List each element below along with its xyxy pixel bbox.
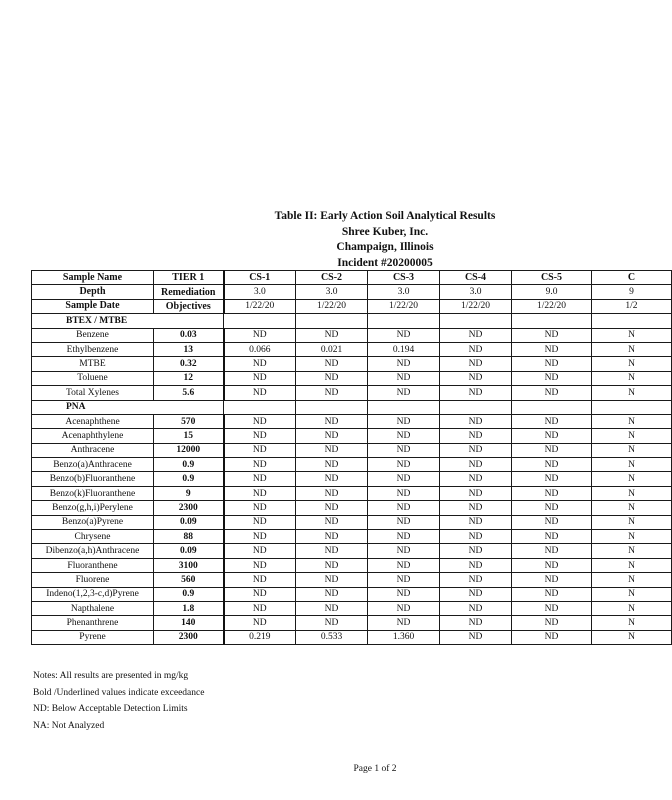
result-cell: ND — [224, 371, 296, 385]
result-cell: ND — [296, 429, 368, 443]
result-cell: N — [592, 371, 672, 385]
table-title-block — [230, 209, 540, 271]
result-cell: ND — [368, 515, 440, 529]
result-cell: ND — [296, 587, 368, 601]
sample-header-cell: CS-1 — [224, 271, 296, 285]
result-cell: ND — [512, 342, 592, 356]
page-number: Page 1 of 2 — [353, 764, 397, 774]
empty-cell — [368, 314, 440, 328]
header-label: Sample Date — [32, 299, 154, 313]
result-cell: ND — [368, 458, 440, 472]
result-cell: ND — [512, 573, 592, 587]
sample-header-cell: CS-2 — [296, 271, 368, 285]
result-cell: ND — [368, 357, 440, 371]
result-cell: 0.194 — [368, 342, 440, 356]
table-row — [32, 458, 672, 472]
table-title: Table II: Early Action Soil Analytical Results — [274, 210, 496, 222]
result-cell: ND — [296, 357, 368, 371]
result-cell: N — [592, 515, 672, 529]
table-row — [32, 328, 672, 342]
result-cell: ND — [224, 558, 296, 572]
analyte-name: Acenaphthene — [32, 414, 154, 428]
result-cell: ND — [368, 530, 440, 544]
result-cell: ND — [440, 458, 512, 472]
result-cell: ND — [224, 472, 296, 486]
analyte-name: Toluene — [32, 371, 154, 385]
result-cell: ND — [512, 386, 592, 400]
empty-cell — [224, 400, 296, 414]
analyte-name: Benzo(a)Anthracene — [32, 458, 154, 472]
result-cell: ND — [512, 328, 592, 342]
result-cell: ND — [440, 342, 512, 356]
result-cell: N — [592, 501, 672, 515]
result-cell: ND — [224, 501, 296, 515]
result-cell: ND — [440, 530, 512, 544]
company-name: Shree Kuber, Inc. — [341, 225, 429, 238]
table-row — [32, 414, 672, 428]
table-row — [32, 501, 672, 515]
results-table-container — [31, 270, 638, 650]
result-cell: ND — [368, 472, 440, 486]
analyte-name: Acenaphthylene — [32, 429, 154, 443]
section-row — [32, 314, 672, 328]
result-cell: ND — [368, 501, 440, 515]
result-cell: ND — [296, 386, 368, 400]
table-row — [32, 486, 672, 500]
tier-value: 1.8 — [154, 601, 224, 615]
result-cell: ND — [224, 515, 296, 529]
empty-cell — [368, 400, 440, 414]
empty-cell — [592, 314, 672, 328]
sample-header-cell: 3.0 — [224, 285, 296, 299]
analyte-name: Pyrene — [32, 630, 154, 644]
result-cell: 1.360 — [368, 630, 440, 644]
note-na: NA: Not Analyzed — [33, 720, 105, 731]
result-cell: ND — [440, 601, 512, 615]
sample-header-cell: 3.0 — [440, 285, 512, 299]
result-cell: ND — [296, 558, 368, 572]
result-cell: ND — [440, 371, 512, 385]
tier-value: 88 — [154, 530, 224, 544]
result-cell: N — [592, 414, 672, 428]
result-cell: ND — [368, 371, 440, 385]
tier-value: 0.09 — [154, 544, 224, 558]
result-cell: N — [592, 472, 672, 486]
empty-cell — [440, 314, 512, 328]
sample-header-cell: 3.0 — [296, 285, 368, 299]
incident-number: Incident #20200005 — [337, 256, 433, 269]
analyte-name: Benzo(a)Pyrene — [32, 515, 154, 529]
result-cell: N — [592, 486, 672, 500]
analyte-name: Fluoranthene — [32, 558, 154, 572]
tier-value: 12 — [154, 371, 224, 385]
result-cell: N — [592, 616, 672, 630]
results-table — [31, 270, 672, 645]
result-cell: ND — [368, 558, 440, 572]
result-cell: N — [592, 630, 672, 644]
result-cell: N — [592, 601, 672, 615]
result-cell: ND — [296, 573, 368, 587]
analyte-name: Benzo(g,h,i)Perylene — [32, 501, 154, 515]
result-cell: ND — [440, 515, 512, 529]
result-cell: ND — [224, 429, 296, 443]
result-cell: ND — [440, 573, 512, 587]
result-cell: 0.533 — [296, 630, 368, 644]
result-cell: ND — [296, 544, 368, 558]
result-cell: N — [592, 458, 672, 472]
sample-header-cell: 1/2 — [592, 299, 672, 313]
analyte-name: Fluorene — [32, 573, 154, 587]
analyte-name: Benzo(k)Fluoranthene — [32, 486, 154, 500]
result-cell: ND — [512, 530, 592, 544]
result-cell: ND — [224, 587, 296, 601]
result-cell: ND — [368, 486, 440, 500]
result-cell: ND — [440, 501, 512, 515]
result-cell: ND — [368, 429, 440, 443]
section-label: PNA — [32, 400, 224, 414]
sample-header-cell: 9 — [592, 285, 672, 299]
table-row — [32, 558, 672, 572]
empty-cell — [296, 314, 368, 328]
result-cell: ND — [440, 328, 512, 342]
result-cell: ND — [512, 429, 592, 443]
result-cell: ND — [296, 530, 368, 544]
result-cell: ND — [296, 515, 368, 529]
analyte-name: Benzo(b)Fluoranthene — [32, 472, 154, 486]
result-cell: ND — [296, 472, 368, 486]
tier-value: 5.6 — [154, 386, 224, 400]
tier-value: 3100 — [154, 558, 224, 572]
analyte-name: Ethylbenzene — [32, 342, 154, 356]
table-row — [32, 616, 672, 630]
result-cell: ND — [440, 414, 512, 428]
section-row — [32, 400, 672, 414]
result-cell: ND — [368, 573, 440, 587]
note-nd: ND: Below Acceptable Detection Limits — [33, 704, 188, 714]
header-row — [32, 285, 672, 299]
result-cell: ND — [296, 616, 368, 630]
result-cell: ND — [368, 328, 440, 342]
header-row — [32, 271, 672, 285]
result-cell: N — [592, 544, 672, 558]
tier-value: 2300 — [154, 630, 224, 644]
table-row — [32, 429, 672, 443]
analyte-name: Dibenzo(a,h)Anthracene — [32, 544, 154, 558]
result-cell: ND — [512, 472, 592, 486]
result-cell: ND — [512, 544, 592, 558]
analyte-name: Chrysene — [32, 530, 154, 544]
tier-value: 560 — [154, 573, 224, 587]
result-cell: ND — [224, 458, 296, 472]
result-cell: N — [592, 558, 672, 572]
tier-header: Remediation — [154, 285, 224, 299]
result-cell: ND — [512, 601, 592, 615]
location: Champaign, Illinois — [336, 241, 434, 253]
table-row — [32, 472, 672, 486]
result-cell: ND — [224, 386, 296, 400]
result-cell: ND — [224, 443, 296, 457]
result-cell: ND — [224, 530, 296, 544]
result-cell: ND — [224, 573, 296, 587]
result-cell: ND — [224, 601, 296, 615]
table-row — [32, 587, 672, 601]
tier-value: 570 — [154, 414, 224, 428]
tier-value: 0.09 — [154, 515, 224, 529]
result-cell: 0.021 — [296, 342, 368, 356]
result-cell: ND — [512, 371, 592, 385]
tier-value: 0.9 — [154, 587, 224, 601]
result-cell: N — [592, 429, 672, 443]
table-row — [32, 357, 672, 371]
analyte-name: Napthalene — [32, 601, 154, 615]
result-cell: ND — [296, 486, 368, 500]
section-label: BTEX / MTBE — [32, 314, 224, 328]
tier-value: 0.32 — [154, 357, 224, 371]
result-cell: 0.219 — [224, 630, 296, 644]
table-row — [32, 573, 672, 587]
empty-cell — [224, 314, 296, 328]
empty-cell — [592, 400, 672, 414]
note-exceedance: Bold /Underlined values indicate exceedance — [33, 687, 205, 698]
tier-value: 0.9 — [154, 458, 224, 472]
table-row — [32, 371, 672, 385]
result-cell: ND — [440, 558, 512, 572]
sample-header-cell: C — [592, 271, 672, 285]
analyte-name: Benzene — [32, 328, 154, 342]
result-cell: ND — [296, 414, 368, 428]
result-cell: ND — [512, 558, 592, 572]
tier-header: Objectives — [154, 299, 224, 313]
table-row — [32, 544, 672, 558]
result-cell: ND — [440, 429, 512, 443]
result-cell: ND — [224, 414, 296, 428]
result-cell: ND — [296, 443, 368, 457]
tier-value: 0.9 — [154, 472, 224, 486]
result-cell: N — [592, 587, 672, 601]
empty-cell — [512, 400, 592, 414]
header-label: Sample Name — [32, 271, 154, 285]
table-row — [32, 386, 672, 400]
result-cell: ND — [368, 386, 440, 400]
tier-value: 0.03 — [154, 328, 224, 342]
result-cell: ND — [368, 414, 440, 428]
analyte-name: Phenanthrene — [32, 616, 154, 630]
sample-header-cell: 1/22/20 — [512, 299, 592, 313]
tier-value: 12000 — [154, 443, 224, 457]
sample-header-cell: CS-4 — [440, 271, 512, 285]
result-cell: ND — [512, 501, 592, 515]
result-cell: ND — [512, 357, 592, 371]
result-cell: ND — [512, 587, 592, 601]
result-cell: N — [592, 573, 672, 587]
table-row — [32, 601, 672, 615]
sample-header-cell: 3.0 — [368, 285, 440, 299]
result-cell: ND — [224, 616, 296, 630]
result-cell: 0.066 — [224, 342, 296, 356]
result-cell: ND — [440, 486, 512, 500]
table-row — [32, 530, 672, 544]
result-cell: ND — [440, 357, 512, 371]
result-cell: ND — [512, 630, 592, 644]
table-row — [32, 443, 672, 457]
table-row — [32, 342, 672, 356]
result-cell: ND — [368, 587, 440, 601]
result-cell: ND — [296, 601, 368, 615]
empty-cell — [296, 400, 368, 414]
result-cell: ND — [512, 414, 592, 428]
result-cell: N — [592, 530, 672, 544]
result-cell: ND — [224, 357, 296, 371]
result-cell: ND — [440, 544, 512, 558]
result-cell: ND — [512, 486, 592, 500]
result-cell: ND — [224, 328, 296, 342]
result-cell: ND — [440, 630, 512, 644]
result-cell: ND — [512, 616, 592, 630]
result-cell: ND — [296, 328, 368, 342]
tier-value: 9 — [154, 486, 224, 500]
tier-value: 2300 — [154, 501, 224, 515]
analyte-name: Indeno(1,2,3-c,d)Pyrene — [32, 587, 154, 601]
analyte-name: Anthracene — [32, 443, 154, 457]
result-cell: ND — [224, 486, 296, 500]
empty-cell — [440, 400, 512, 414]
result-cell: ND — [368, 443, 440, 457]
sample-header-cell: CS-3 — [368, 271, 440, 285]
analyte-name: Total Xylenes — [32, 386, 154, 400]
result-cell: N — [592, 386, 672, 400]
table-row — [32, 630, 672, 644]
analyte-name: MTBE — [32, 357, 154, 371]
result-cell: ND — [440, 443, 512, 457]
sample-header-cell: 1/22/20 — [440, 299, 512, 313]
result-cell: ND — [512, 458, 592, 472]
result-cell: ND — [296, 458, 368, 472]
notes-block — [33, 668, 204, 734]
result-cell: ND — [368, 601, 440, 615]
result-cell: ND — [512, 515, 592, 529]
result-cell: ND — [440, 386, 512, 400]
tier-header: TIER 1 — [154, 271, 224, 285]
sample-header-cell: CS-5 — [512, 271, 592, 285]
header-row — [32, 299, 672, 313]
result-cell: N — [592, 443, 672, 457]
sample-header-cell: 1/22/20 — [224, 299, 296, 313]
empty-cell — [512, 314, 592, 328]
sample-header-cell: 1/22/20 — [368, 299, 440, 313]
result-cell: ND — [296, 501, 368, 515]
tier-value: 140 — [154, 616, 224, 630]
result-cell: ND — [440, 616, 512, 630]
result-cell: N — [592, 342, 672, 356]
result-cell: ND — [296, 371, 368, 385]
result-cell: ND — [440, 472, 512, 486]
result-cell: ND — [368, 544, 440, 558]
result-cell: N — [592, 328, 672, 342]
sample-header-cell: 9.0 — [512, 285, 592, 299]
result-cell: ND — [440, 587, 512, 601]
result-cell: N — [592, 357, 672, 371]
tier-value: 15 — [154, 429, 224, 443]
result-cell: ND — [368, 616, 440, 630]
note-units: Notes: All results are presented in mg/kg — [33, 671, 189, 681]
header-label: Depth — [32, 285, 154, 299]
result-cell: ND — [512, 443, 592, 457]
table-row — [32, 515, 672, 529]
tier-value: 13 — [154, 342, 224, 356]
result-cell: ND — [224, 544, 296, 558]
sample-header-cell: 1/22/20 — [296, 299, 368, 313]
